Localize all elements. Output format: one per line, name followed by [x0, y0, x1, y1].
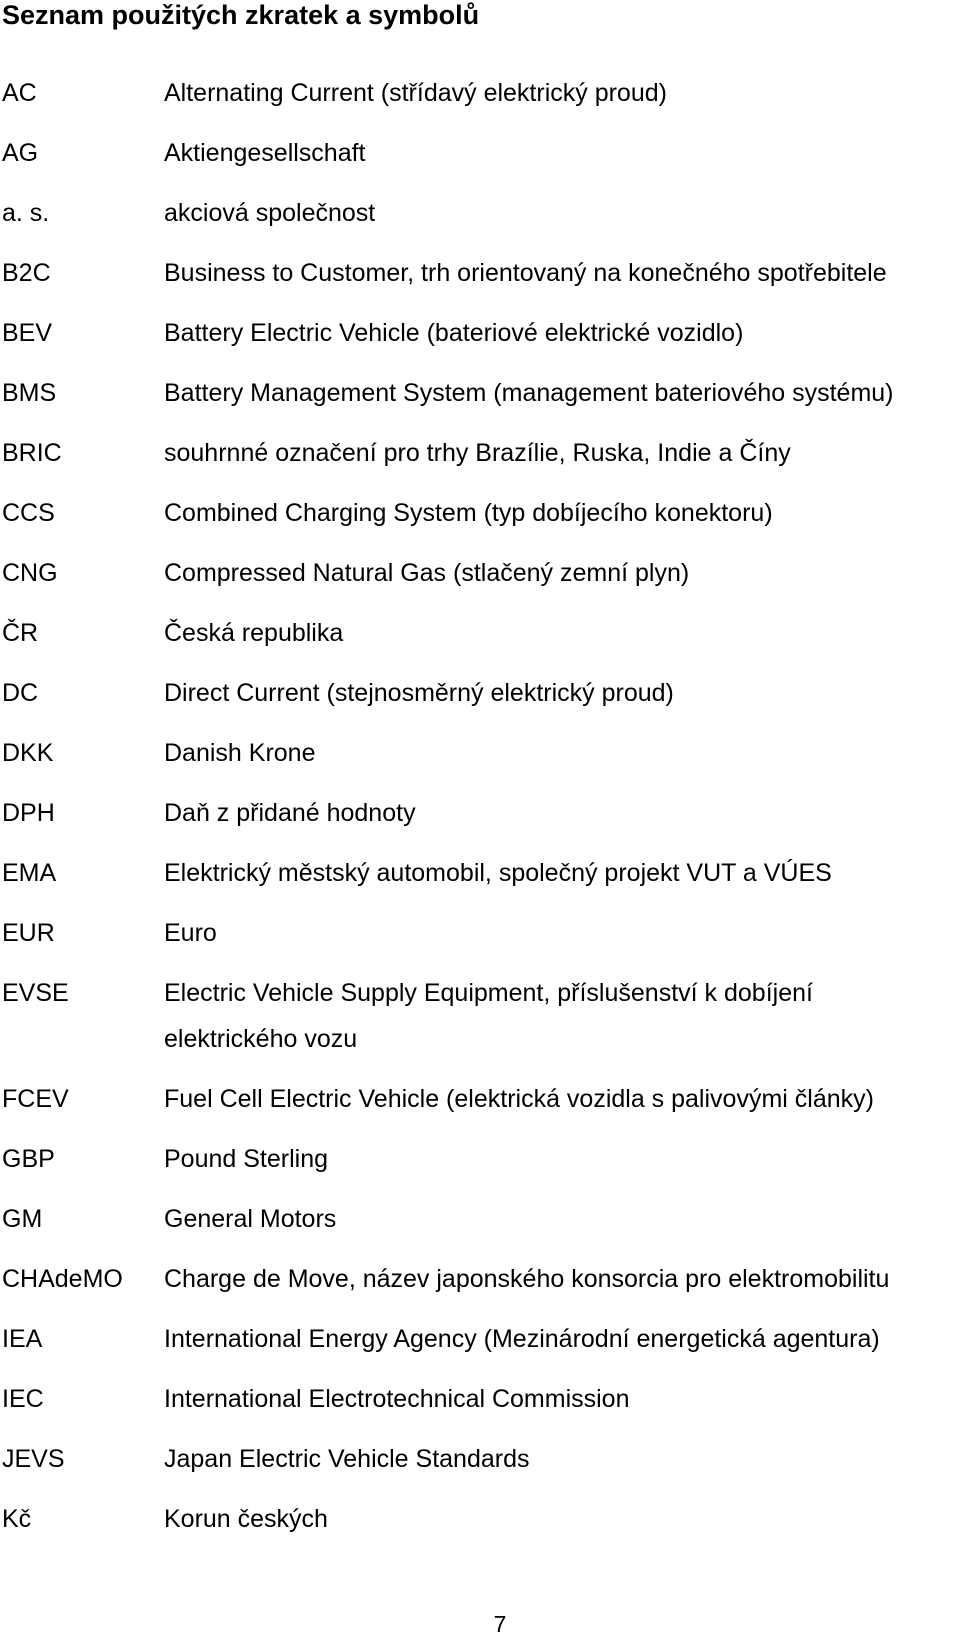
abbreviation-list	[0, 70, 960, 1556]
abbreviation-term: GM	[2, 1205, 43, 1233]
abbreviation-definition: Elektrický městský automobil, společný projekt VUT a VÚES	[164, 859, 832, 887]
abbreviation-definition: Battery Management System (management bateriového systému)	[164, 379, 894, 407]
abbreviation-definition: Business to Customer, trh orientovaný na konečného spotřebitele	[164, 259, 887, 287]
list-item	[0, 550, 960, 596]
abbreviation-term: DKK	[2, 739, 54, 767]
abbreviation-term: CHAdeMO	[2, 1265, 123, 1293]
list-item	[0, 1496, 960, 1542]
abbreviation-definition: International Electrotechnical Commission	[164, 1385, 630, 1413]
abbreviation-definition: Alternating Current (střídavý elektrický proud)	[164, 79, 667, 107]
abbreviation-term: JEVS	[2, 1445, 65, 1473]
abbreviation-term: ČR	[2, 619, 39, 647]
list-item	[0, 790, 960, 836]
abbreviation-term: FCEV	[2, 1085, 69, 1113]
abbreviation-term: Kč	[2, 1505, 32, 1533]
abbreviation-term: EVSE	[2, 979, 69, 1007]
abbreviation-definition: akciová společnost	[164, 199, 376, 227]
abbreviation-definition: Electric Vehicle Supply Equipment, příslušenství k dobíjení elektrického vozu	[164, 979, 813, 1053]
abbreviation-term: CCS	[2, 499, 55, 527]
page-title: Seznam použitých zkratek a symbolů	[2, 0, 480, 30]
abbreviation-definition: Pound Sterling	[164, 1145, 329, 1173]
abbreviation-definition: Battery Electric Vehicle (bateriové elektrické vozidlo)	[164, 319, 744, 347]
list-item	[0, 490, 960, 536]
abbreviation-term: AC	[2, 79, 37, 107]
abbreviation-term: IEC	[2, 1385, 44, 1413]
list-item	[0, 610, 960, 656]
list-item	[0, 1376, 960, 1422]
abbreviation-term: BMS	[2, 379, 57, 407]
abbreviation-term: GBP	[2, 1145, 55, 1173]
list-item	[0, 1136, 960, 1182]
abbreviation-term: B2C	[2, 259, 51, 287]
abbreviation-definition: Daň z přidané hodnoty	[164, 799, 416, 827]
list-item	[0, 250, 960, 296]
abbreviation-definition: International Energy Agency (Mezinárodní energetická agentura)	[164, 1325, 880, 1353]
list-item	[0, 1076, 960, 1122]
abbreviation-term: CNG	[2, 559, 58, 587]
abbreviation-term: EMA	[2, 859, 57, 887]
abbreviation-definition: Korun českých	[164, 1505, 328, 1533]
list-item	[0, 310, 960, 356]
abbreviation-term: BRIC	[2, 439, 62, 467]
abbreviation-definition: Česká republika	[164, 619, 344, 647]
page-number: 7	[493, 1611, 507, 1637]
list-item	[0, 670, 960, 716]
list-item	[0, 130, 960, 176]
abbreviation-term: DPH	[2, 799, 55, 827]
list-item	[0, 1256, 960, 1302]
abbreviation-definition: Direct Current (stejnosměrný elektrický proud)	[164, 679, 674, 707]
abbreviation-definition: General Motors	[164, 1205, 337, 1233]
abbreviation-term: AG	[2, 139, 39, 167]
list-item	[0, 970, 960, 1062]
abbreviation-definition: Combined Charging System (typ dobíjecího konektoru)	[164, 499, 773, 527]
abbreviation-definition: Aktiengesellschaft	[164, 139, 366, 167]
abbreviation-term: DC	[2, 679, 39, 707]
list-item	[0, 70, 960, 116]
list-item	[0, 190, 960, 236]
abbreviation-definition: souhrnné označení pro trhy Brazílie, Ruska, Indie a Číny	[164, 439, 791, 467]
list-item	[0, 1436, 960, 1482]
abbreviation-term: IEA	[2, 1325, 43, 1353]
abbreviation-term: a. s.	[2, 199, 50, 227]
list-item	[0, 1316, 960, 1362]
list-item	[0, 850, 960, 896]
list-item	[0, 730, 960, 776]
abbreviation-definition: Compressed Natural Gas (stlačený zemní plyn)	[164, 559, 690, 587]
abbreviation-definition: Danish Krone	[164, 739, 316, 767]
list-item	[0, 430, 960, 476]
abbreviation-definition: Euro	[164, 919, 217, 947]
list-item	[0, 370, 960, 416]
abbreviation-term: EUR	[2, 919, 55, 947]
list-item	[0, 1196, 960, 1242]
abbreviation-term: BEV	[2, 319, 53, 347]
abbreviation-definition: Charge de Move, název japonského konsorcia pro elektromobilitu	[164, 1265, 890, 1293]
list-item	[0, 910, 960, 956]
abbreviation-definition: Fuel Cell Electric Vehicle (elektrická vozidla s palivovými články)	[164, 1085, 874, 1113]
abbreviation-definition: Japan Electric Vehicle Standards	[164, 1445, 530, 1473]
